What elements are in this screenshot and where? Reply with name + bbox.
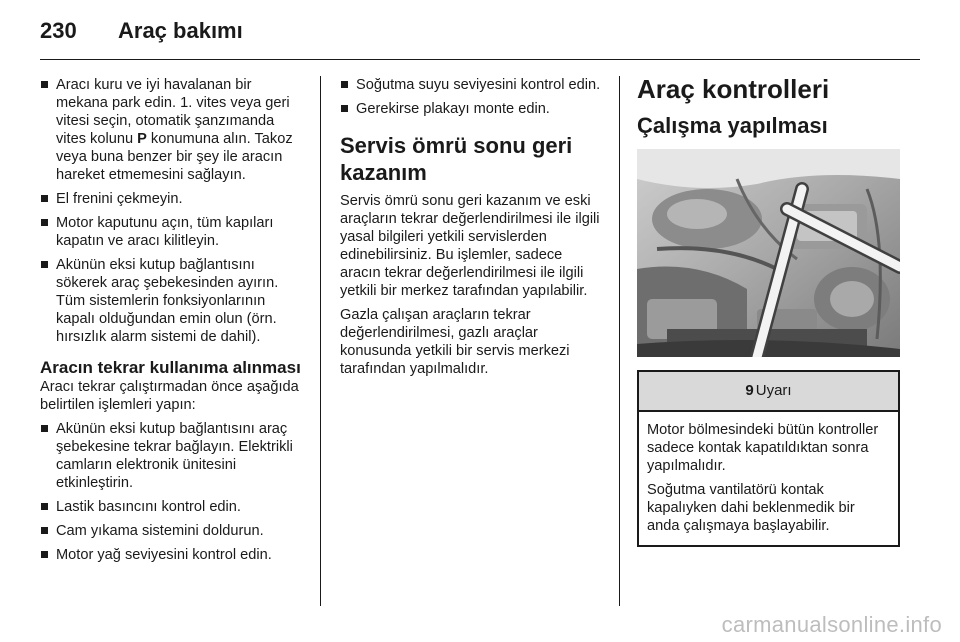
header-rule [40, 59, 920, 60]
list-item: Motor yağ seviyesini kontrol edin. [40, 546, 306, 564]
section-heading: Servis ömrü sonu geri kazanım [340, 133, 573, 185]
bullet-icon [41, 81, 48, 88]
engine-bay-photo [637, 149, 900, 357]
warning-triangle-icon: 9 [745, 382, 754, 399]
watermark: carmanualsonline.info [721, 612, 942, 637]
column-3 [637, 76, 900, 547]
column-2 [340, 76, 605, 384]
bullet-icon [41, 219, 48, 226]
paragraph: Gazla çalışan araçların tekrar değerlendirilmesi, gazlı araçlar konusunda yetkili bir servis merkezi tarafından yapılmalıdır. [340, 307, 570, 377]
column-divider [320, 76, 321, 606]
list-item: Cam yıkama sistemini doldurun. [40, 522, 306, 540]
column-1 [40, 76, 306, 570]
bullet-icon [41, 425, 48, 432]
page-header [40, 18, 243, 48]
warning-header [639, 372, 898, 412]
bullet-icon [41, 503, 48, 510]
section-heading: Çalışma yapılması [637, 113, 828, 138]
list-item: Gerekirse plakayı monte edin. [340, 100, 605, 118]
recommission-steps-list [40, 420, 306, 564]
section-intro: Aracı tekrar çalıştırmadan önce aşağıda belirtilen işlemleri yapın: [40, 379, 299, 413]
bullet-icon [341, 81, 348, 88]
storage-steps-list [40, 76, 306, 346]
bullet-icon [41, 527, 48, 534]
chapter-heading: Araç kontrolleri [637, 74, 830, 104]
recommission-steps-continued [340, 76, 605, 118]
column-divider [619, 76, 620, 606]
bullet-icon [341, 105, 348, 112]
bullet-icon [41, 195, 48, 202]
warning-box [637, 370, 900, 547]
list-item: Lastik basıncını kontrol edin. [40, 498, 306, 516]
bullet-icon [41, 551, 48, 558]
warning-title: Uyarı [755, 382, 792, 399]
list-item: Akünün eksi kutup bağlantısını araç şebekesine tekrar bağlayın. Elektrikli camların elektronik ünitesini etkinleştirin. [40, 420, 306, 492]
page-number: 230 [40, 18, 77, 43]
list-item: Akünün eksi kutup bağlantısını sökerek araç şebekesinden ayırın. Tüm sistemlerin fonksiyonlarının kapalı olduğundan emin olun (örn. hırsızlık alarm sistemi de dahil). [40, 256, 306, 346]
paragraph: Motor bölmesindeki bütün kontroller sadece kontak kapatıldıktan sonra yapılmalıdır. [647, 422, 879, 474]
paragraph: Soğutma vantilatörü kontak kapalıyken dahi beklenmedik bir anda çalışmaya başlayabilir. [647, 482, 855, 534]
section-heading: Aracın tekrar kullanıma alınması [40, 358, 301, 377]
warning-body [639, 412, 898, 545]
list-item: El frenini çekmeyin. [40, 190, 306, 208]
paragraph: Servis ömrü sonu geri kazanım ve eski araçların tekrar değerlendirilmesi ile ilgili yasal bilgileri yetkili servislerden edinebilirsiniz. Bu işlemler, sadece aracın tekrar değerlendirilmesi ile ilgili yetkili bir merkez tarafından yapılabilir. [340, 193, 600, 299]
list-item: Soğutma suyu seviyesini kontrol edin. [340, 76, 605, 94]
page-title: Araç bakımı [118, 18, 243, 43]
list-item: Motor kaputunu açın, tüm kapıları kapatın ve aracı kilitleyin. [40, 214, 306, 250]
bullet-icon [41, 261, 48, 268]
engine-bay-illustration [637, 149, 900, 357]
list-item: Aracı kuru ve iyi havalanan bir mekana park edin. 1. vites veya geri vitesi seçin, otomatik şanzımanda vites kolunu P konumuna alın. Takoz veya buna benzer bir şey ile aracın hareket etmemesini sağlayın. [40, 76, 306, 184]
